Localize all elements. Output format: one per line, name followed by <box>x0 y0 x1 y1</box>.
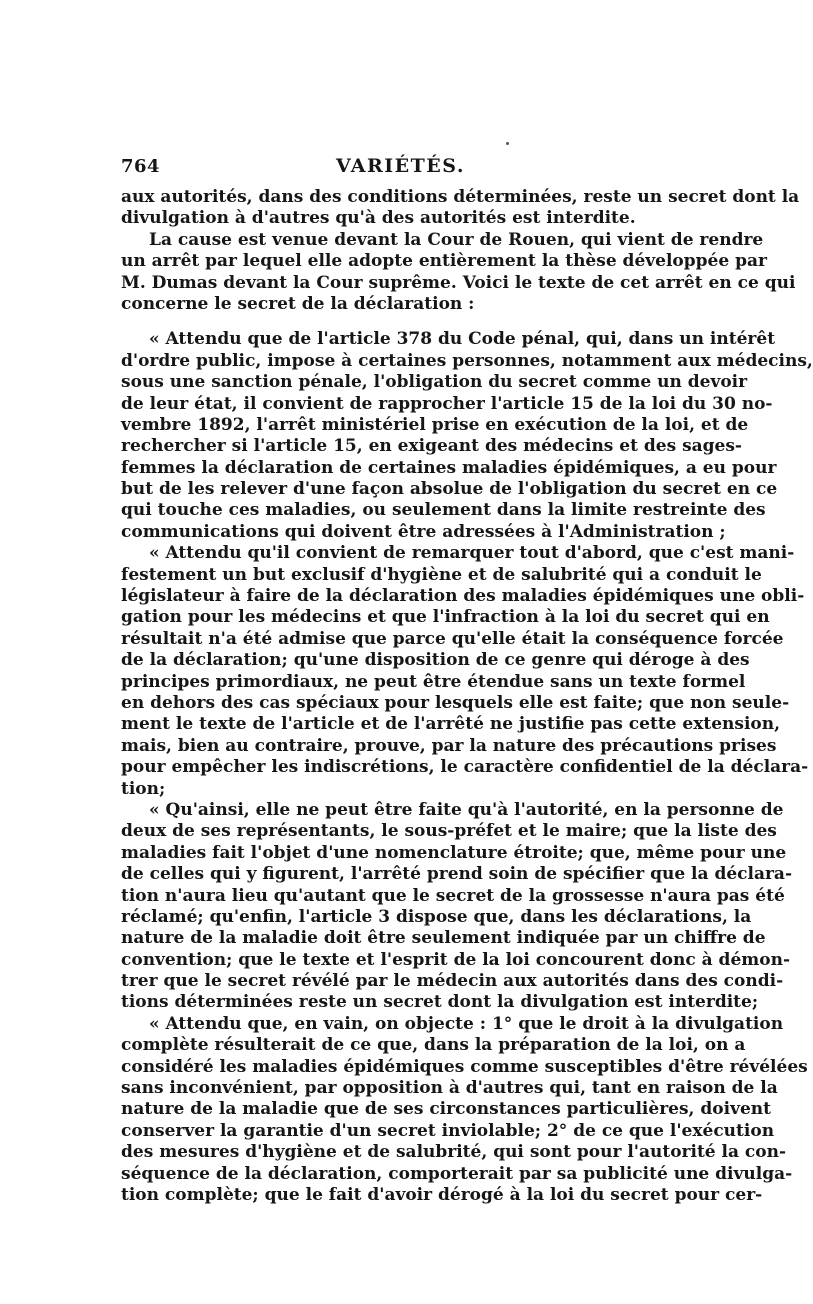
text-line: aux autorités, dans des conditions déterminées, reste un secret dont la <box>121 187 800 207</box>
text-line: vembre 1892, l'arrêt ministériel prise en exécution de la loi, et de <box>121 414 749 435</box>
paragraph <box>121 1013 808 1207</box>
text-line: nature de la maladie que de ses circonstances particulières, doivent <box>121 1099 771 1120</box>
text-line: « Attendu que de l'article 378 du Code pénal, qui, dans un intérêt <box>149 329 776 350</box>
text-line: considéré les maladies épidémiques comme susceptibles d'être révélées <box>121 1056 808 1077</box>
paragraph-gap <box>121 315 691 329</box>
text-line: en dehors des cas spéciaux pour lesquels elle est faite; que non seule- <box>121 692 790 713</box>
text-line: conserver la garantie d'un secret inviolable; 2° de ce que l'exécution <box>121 1120 775 1141</box>
text-line: trer que le secret révélé par le médecin aux autorités dans des condi- <box>121 971 784 992</box>
text-line: de leur état, il convient de rapprocher l'article 15 de la loi du 30 no- <box>121 393 773 414</box>
text-line: de la déclaration; qu'une disposition de ce genre qui déroge à des <box>121 650 750 671</box>
text-line: communications qui doivent être adressées à l'Administration ; <box>121 521 726 542</box>
text-line: deux de ses représentants, le sous-préfet et le maire; que la liste des <box>121 821 777 842</box>
text-line: divulgation à d'autres qu'à des autorités est interdite. <box>121 208 636 229</box>
text-line: sans inconvénient, par opposition à d'autres qui, tant en raison de la <box>121 1078 778 1099</box>
page-number: 764 <box>121 156 161 177</box>
text-line: résultait n'a été admise que parce qu'elle était la conséquence forcée <box>121 628 784 649</box>
body-text <box>121 187 813 1206</box>
text-line: tions déterminées reste un secret dont la divulgation est interdite; <box>121 992 759 1013</box>
text-line: rechercher si l'article 15, en exigeant des médecins et des sages- <box>121 436 742 457</box>
text-line: tion n'aura lieu qu'autant que le secret de la grossesse n'aura pas été <box>121 885 785 906</box>
text-line: principes primordiaux, ne peut être étendue sans un texte formel <box>121 671 746 692</box>
text-line: « Attendu qu'il convient de remarquer tout d'abord, que c'est mani- <box>149 543 795 564</box>
text-line: complète résulterait de ce que, dans la préparation de la loi, on a <box>121 1035 746 1056</box>
text-line: réclamé; qu'enfin, l'article 3 dispose que, dans les déclarations, la <box>121 906 752 927</box>
paragraph <box>121 229 796 316</box>
text-line: « Qu'ainsi, elle ne peut être faite qu'à l'autorité, en la personne de <box>149 799 784 820</box>
text-line: La cause est venue devant la Cour de Rouen, qui vient de rendre <box>149 229 764 250</box>
text-line: ment le texte de l'article et de l'arrêté ne justifie pas cette extension, <box>121 714 781 735</box>
text-line: sous une sanction pénale, l'obligation du secret comme un devoir <box>121 372 748 393</box>
text-line: tion; <box>121 778 166 799</box>
text-line: un arrêt par lequel elle adopte entièrement la thèse développée par <box>121 251 767 272</box>
text-line: de celles qui y figurent, l'arrêté prend soin de spécifier que la déclara- <box>121 864 793 885</box>
text-line: législateur à faire de la déclaration des maladies épidémiques une obli- <box>121 586 805 607</box>
text-line: des mesures d'hygiène et de salubrité, qui sont pour l'autorité la con- <box>121 1142 787 1163</box>
text-line: tion complète; que le fait d'avoir dérogé à la loi du secret pour cer- <box>121 1184 763 1205</box>
running-head: VARIÉTÉS. <box>336 155 465 177</box>
text-line: femmes la déclaration de certaines maladies épidémiques, a eu pour <box>121 457 777 478</box>
text-line: qui touche ces maladies, ou seulement dans la limite restreinte des <box>121 500 766 521</box>
text-line: but de les relever d'une façon absolue de l'obligation du secret en ce <box>121 479 778 500</box>
text-line: festement un but exclusif d'hygiène et de salubrité qui a conduit le <box>121 564 762 585</box>
page-header <box>121 152 691 182</box>
paragraph <box>121 187 800 230</box>
paragraph <box>121 329 813 543</box>
text-line: gation pour les médecins et que l'infraction à la loi du secret qui en <box>121 607 770 628</box>
text-line: d'ordre public, impose à certaines personnes, notamment aux médecins, <box>121 350 813 371</box>
text-line: M. Dumas devant la Cour suprême. Voici le texte de cet arrêt en ce qui <box>121 272 796 293</box>
text-line: « Attendu que, en vain, on objecte : 1° que le droit à la divulgation <box>149 1013 784 1034</box>
paragraph <box>121 543 809 800</box>
text-line: convention; que le texte et l'esprit de la loi concourent donc à démon- <box>121 949 791 970</box>
paragraph <box>121 799 793 1014</box>
text-line: maladies fait l'objet d'une nomenclature étroite; que, même pour une <box>121 842 787 863</box>
text-line: mais, bien au contraire, prouve, par la nature des précautions prises <box>121 735 777 756</box>
ink-speck <box>506 142 509 145</box>
text-line: concerne le secret de la déclaration : <box>121 293 475 314</box>
text-line: séquence de la déclaration, comporterait par sa publicité une divulga- <box>121 1163 793 1184</box>
text-line: pour empêcher les indiscrétions, le caractère confidentiel de la déclara- <box>121 757 809 778</box>
text-line: nature de la maladie doit être seulement indiquée par un chiffre de <box>121 928 766 949</box>
